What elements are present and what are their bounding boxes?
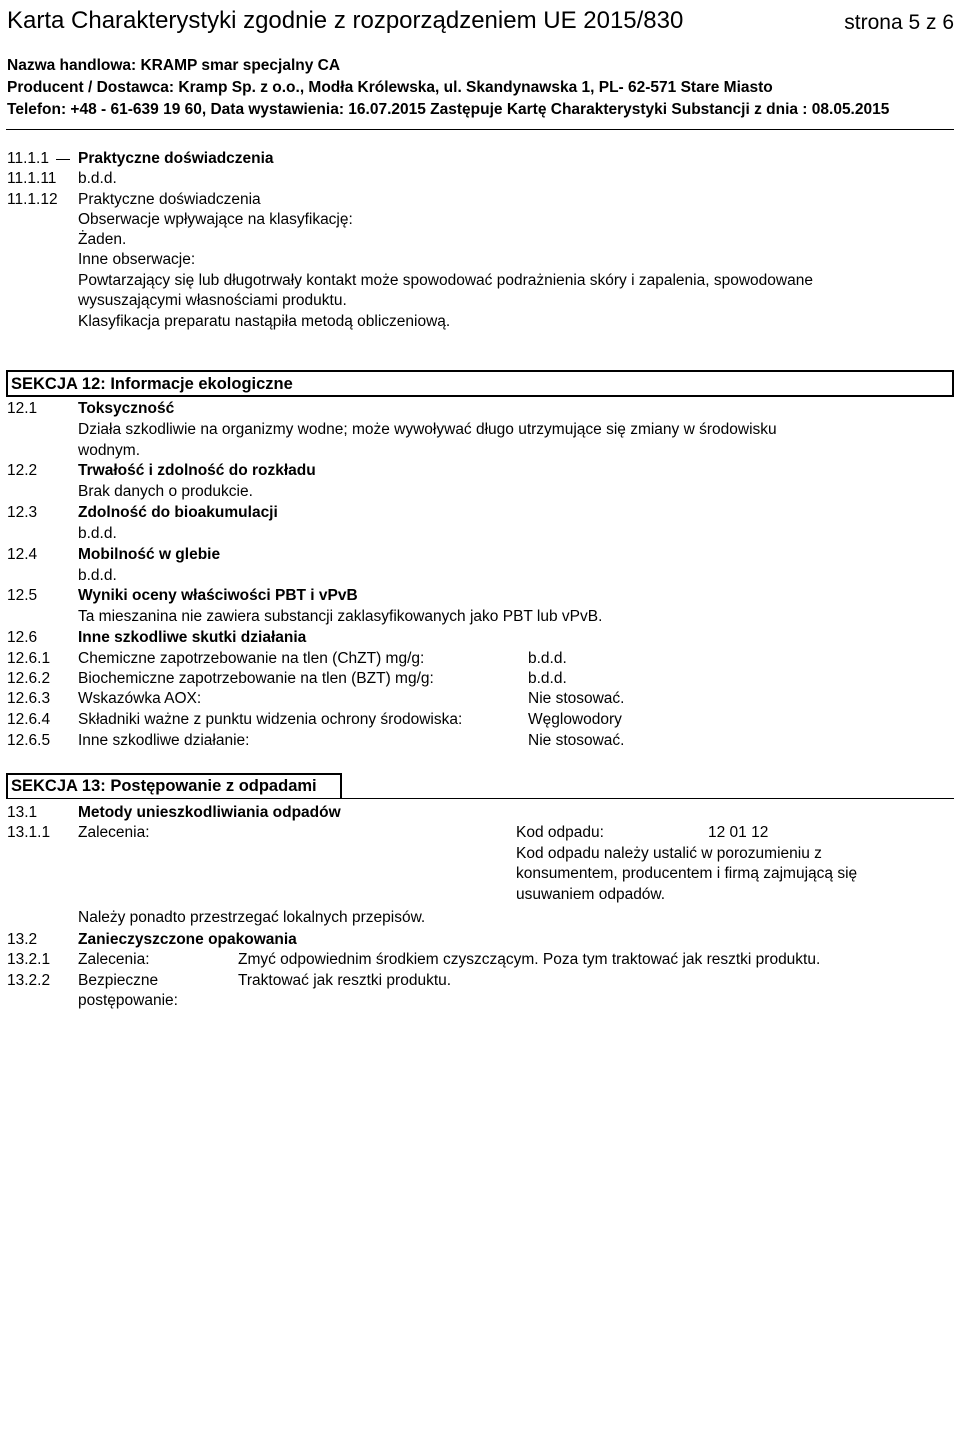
- section-title: SEKCJA 12: Informacje ekologiczne: [11, 375, 293, 393]
- item-heading: Mobilność w glebie: [78, 546, 221, 563]
- item-heading: Praktyczne doświadczenia: [78, 150, 274, 167]
- item-number: 12.4: [7, 546, 38, 563]
- header-divider: [6, 129, 954, 130]
- table-row-label: Składniki ważne z punktu widzenia ochrony środowiska:: [78, 711, 463, 728]
- table-row-label: Chemiczne zapotrzebowanie na tlen (ChZT) mg/g:: [78, 650, 425, 667]
- item-heading: Praktyczne doświadczenia: [78, 191, 261, 208]
- table-row-value: Nie stosować.: [528, 690, 625, 707]
- section-12-header: [6, 370, 954, 397]
- item-number: 11.1.12: [7, 191, 58, 208]
- item-text: b.d.d.: [78, 525, 117, 542]
- item-text: b.d.d.: [78, 567, 117, 584]
- observation-value: Żaden.: [78, 231, 127, 248]
- recommendation-label: Zalecenia:: [78, 951, 150, 968]
- item-number: 12.6: [7, 629, 38, 646]
- table-row-number: 12.6.2: [7, 670, 51, 687]
- phone-line: Telefon: +48 - 61-639 19 60, Data wystawienia: 16.07.2015 Zastępuje Kartę Charakterystyki Substancji z dnia : 08.05.2015: [7, 101, 890, 118]
- item-text: Ta mieszanina nie zawiera substancji zaklasyfikowanych jako PBT lub vPvB.: [78, 608, 603, 625]
- section-13-rule: [6, 798, 954, 799]
- other-observations-text: Powtarzający się lub długotrwały kontakt może spowodować podrażnienia skóry i zapalenia, spowodowane: [78, 272, 813, 289]
- item-text: Brak danych o produkcie.: [78, 483, 253, 500]
- item-number: 13.1: [7, 804, 38, 821]
- safe-handling-label: Bezpieczne: [78, 972, 159, 989]
- recommendation-label: Zalecenia:: [78, 824, 150, 841]
- waste-code-label: Kod odpadu:: [516, 824, 604, 841]
- page-number: strona 5 z 6: [844, 11, 954, 34]
- item-number: 13.1.1: [7, 824, 51, 841]
- item-number: 13.2.1: [7, 951, 51, 968]
- waste-code-value: 12 01 12: [708, 824, 769, 841]
- item-heading: Inne szkodliwe skutki działania: [78, 629, 307, 646]
- item-heading: Zdolność do bioakumulacji: [78, 504, 278, 521]
- item-number: 12.3: [7, 504, 38, 521]
- observation-label: Obserwacje wpływające na klasyfikację:: [78, 211, 353, 228]
- table-row-value: Węglowodory: [528, 711, 622, 728]
- item-text: wodnym.: [78, 442, 141, 459]
- item-heading: Metody unieszkodliwiania odpadów: [78, 804, 341, 821]
- section-title: SEKCJA 13: Postępowanie z odpadami: [11, 777, 317, 795]
- item-heading: Wyniki oceny właściwości PBT i vPvB: [78, 587, 358, 604]
- item-number: 12.1: [7, 400, 38, 417]
- safe-handling-text: Traktować jak resztki produktu.: [238, 972, 452, 989]
- table-row-value: b.d.d.: [528, 650, 567, 667]
- recommendation-text: Zmyć odpowiednim środkiem czyszczącym. Poza tym traktować jak resztki produktu.: [238, 951, 821, 968]
- other-observations-text: wysuszającymi własnościami produktu.: [78, 292, 347, 309]
- safe-handling-label: postępowanie:: [78, 992, 178, 1009]
- item-number: 11.1.11: [7, 170, 57, 187]
- item-heading: Zanieczyszczone opakowania: [78, 931, 297, 948]
- item-number: 13.2: [7, 931, 38, 948]
- table-row-value: Nie stosować.: [528, 732, 625, 749]
- waste-code-note: usuwaniem odpadów.: [516, 886, 666, 903]
- item-heading: Toksyczność: [78, 400, 175, 417]
- document-title: Karta Charakterystyki zgodnie z rozporządzeniem UE 2015/830: [7, 7, 684, 34]
- table-row-label: Biochemiczne zapotrzebowanie na tlen (BZT) mg/g:: [78, 670, 434, 687]
- waste-code-note: konsumentem, producentem i firmą zajmującą się: [516, 865, 858, 882]
- item-number: 12.2: [7, 462, 38, 479]
- table-row-number: 12.6.4: [7, 711, 51, 728]
- item-value: b.d.d.: [78, 170, 117, 187]
- table-row-number: 12.6.3: [7, 690, 51, 707]
- producer-line: Producent / Dostawca: Kramp Sp. z o.o., Modła Królewska, ul. Skandynawska 1, PL- 62-571 Stare Miasto: [7, 79, 773, 96]
- classification-note: Klasyfikacja preparatu nastąpiła metodą obliczeniową.: [78, 313, 451, 330]
- item-number: 13.2.2: [7, 972, 51, 989]
- table-row-label: Wskazówka AOX:: [78, 690, 202, 707]
- item-heading: Trwałość i zdolność do rozkładu: [78, 462, 316, 479]
- item-text: Działa szkodliwie na organizmy wodne; może wywoływać długo utrzymujące się zmiany w środowisku: [78, 421, 777, 438]
- item-number: 12.5: [7, 587, 38, 604]
- dash-rule: [56, 159, 70, 160]
- waste-code-note: Kod odpadu należy ustalić w porozumieniu z: [516, 845, 822, 862]
- table-row-number: 12.6.5: [7, 732, 51, 749]
- table-row-label: Inne szkodliwe działanie:: [78, 732, 250, 749]
- trade-name: Nazwa handlowa: KRAMP smar specjalny CA: [7, 57, 341, 74]
- local-regulations-note: Należy ponadto przestrzegać lokalnych przepisów.: [78, 909, 426, 926]
- table-row-number: 12.6.1: [7, 650, 51, 667]
- item-number: 11.1.1: [7, 150, 49, 167]
- other-observations-label: Inne obserwacje:: [78, 251, 196, 268]
- table-row-value: b.d.d.: [528, 670, 567, 687]
- section-13-header: [6, 773, 342, 799]
